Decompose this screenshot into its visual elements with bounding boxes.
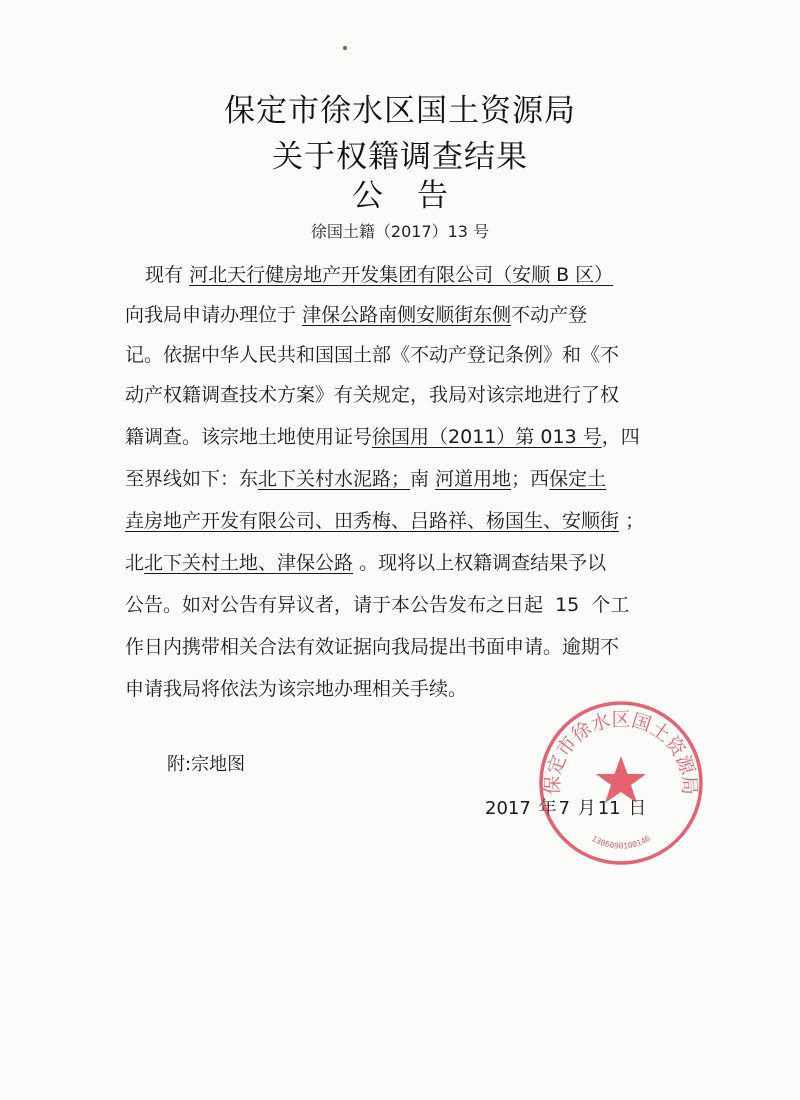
date-day: 11 <box>597 798 621 819</box>
boundary-east: 北下关村水泥路； <box>258 468 411 490</box>
boundary-south: 河道用地 <box>435 468 512 490</box>
title-line-3: 公告 <box>352 178 482 214</box>
seal-code-text: 1306090100146 <box>590 833 652 851</box>
body-text: 南 <box>410 468 430 490</box>
document-number: 徐国土籍（2017）13 号 <box>310 222 490 241</box>
location: 津保公路南侧安顺街东侧 <box>302 304 512 326</box>
body-line-2 <box>125 300 587 327</box>
seal-name-text: 保定市徐水区国土资源局 <box>541 708 701 796</box>
date-year-unit: 年 <box>538 798 557 819</box>
body-line-4: 动产权籍调查技术方案》有关规定，我局对该宗地进行了权 <box>125 384 620 406</box>
body-text: 向我局申请办理位于 <box>125 304 297 326</box>
land-cert-number: 徐国用（2011）第 013 号 <box>372 426 602 448</box>
paper-speck <box>343 46 347 50</box>
body-text: 籍调查。该宗地土地使用证号 <box>125 426 373 448</box>
date-month-unit: 月 <box>577 798 596 819</box>
body-line-11: 申请我局将依法为该宗地办理相关手续。 <box>125 678 468 700</box>
attachment-note: 附:宗地图 <box>167 754 246 775</box>
date-year: 2017 <box>485 798 531 819</box>
body-line-6 <box>125 464 606 491</box>
boundary-west-2: 垚房地产开发有限公司、田秀梅、吕路祥、杨国生、安顺街 <box>125 510 620 532</box>
body-line-1 <box>145 260 613 287</box>
body-line-3: 记。依据中华人民共和国国土部《不动产登记条例》和《不 <box>125 344 620 366</box>
applicant-name: 河北天行健房地产开发集团有限公司（安顺 B 区） <box>189 264 614 286</box>
date-day-unit: 日 <box>628 798 647 819</box>
body-text: ，四 <box>601 426 640 448</box>
body-line-10: 作日内携带相关合法有效证据向我局提出书面申请。逾期不 <box>125 636 620 658</box>
boundary-west-1: 保定土 <box>549 468 607 490</box>
body-text: 不动产登 <box>511 304 588 326</box>
date-month: 7 <box>558 798 570 819</box>
boundary-north: 北下关村土地、津保公路 <box>144 552 354 574</box>
body-line-7 <box>125 506 644 533</box>
body-line-9: 公告。如对公告有异议者，请于本公告发布之日起 15 个工 <box>125 594 630 616</box>
body-text: ；西 <box>511 468 550 490</box>
title-line-2: 关于权籍调查结果 <box>272 139 528 175</box>
star-icon <box>596 756 646 803</box>
title-line-1: 保定市徐水区国土资源局 <box>224 93 576 129</box>
body-text: 。现将以上权籍调查结果予以 <box>359 552 607 574</box>
body-line-5 <box>125 422 640 449</box>
body-text: 北 <box>125 552 145 574</box>
body-line-8 <box>125 548 606 575</box>
body-text: ； <box>625 510 645 532</box>
body-text: 至界线如下：东 <box>125 468 259 490</box>
body-text: 现有 <box>145 264 184 286</box>
official-seal <box>538 700 704 866</box>
